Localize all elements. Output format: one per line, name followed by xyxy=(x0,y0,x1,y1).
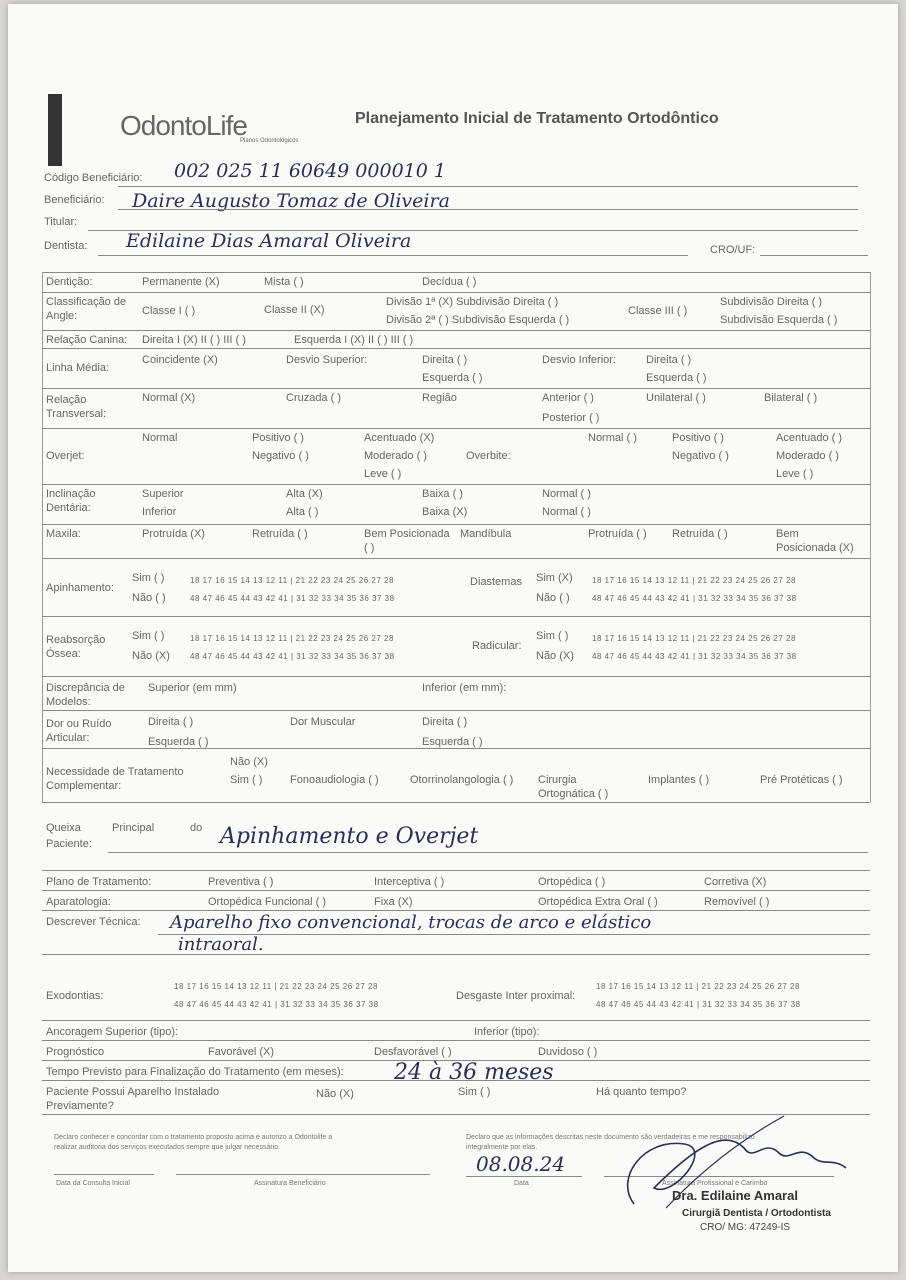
maxila-bem-2[interactable]: ( ) xyxy=(364,542,375,554)
declaro-profissional-1: Declaro que as informações descritas neste documento são verdadeiras e me responsabilizo xyxy=(466,1134,755,1141)
mandibula-bem[interactable]: Bem xyxy=(776,528,799,540)
radicular-teeth-lower[interactable]: 48 47 46 45 44 43 42 41 | 31 32 33 34 35 36 37 38 xyxy=(592,652,797,661)
diastemas-sim[interactable]: Sim (X) xyxy=(536,572,573,584)
radicular-label: Radicular: xyxy=(472,640,522,652)
relacao-transversal-label-2: Transversal: xyxy=(46,408,107,420)
aparelho-previo-label: Paciente Possui Aparelho Instalado xyxy=(46,1086,220,1098)
logo-text: OdontoLife xyxy=(120,110,247,141)
divisao-1[interactable]: Divisão 1ª (X) Subdivisão Direita ( ) xyxy=(386,296,559,308)
overbite-label: Overbite: xyxy=(466,450,511,462)
logo-subtext: Planos Odontológicos xyxy=(240,138,299,144)
ha-quanto-tempo[interactable]: Há quanto tempo? xyxy=(596,1086,687,1098)
necessidade-label: Necessidade de Tratamento xyxy=(46,766,184,778)
classificacao-label: Classificação de xyxy=(46,296,127,308)
cirurgia-2[interactable]: Ortognática ( ) xyxy=(538,788,609,800)
codigo-value: 002 025 11 60649 000010 1 xyxy=(174,160,446,182)
desgaste-teeth-lower[interactable]: 48 47 46 45 44 43 42 41 | 31 32 33 34 35 36 37 38 xyxy=(596,1000,801,1009)
desgaste-teeth-upper[interactable]: 18 17 16 15 14 13 12 11 | 21 22 23 24 25 26 27 28 xyxy=(596,982,800,991)
stamp-role: Cirurgiã Dentista / Ortodontista xyxy=(682,1208,831,1219)
overjet-leve[interactable]: Leve ( ) xyxy=(364,468,402,480)
mandibula-retruida[interactable]: Retruída ( ) xyxy=(672,528,728,540)
discrepancia-label: Discrepância de xyxy=(46,682,125,694)
otorrino[interactable]: Otorrinolangologia ( ) xyxy=(410,774,514,786)
exodontias-teeth-lower[interactable]: 48 47 46 45 44 43 42 41 | 31 32 33 34 35 36 37 38 xyxy=(174,1000,379,1009)
denticao-permanente[interactable]: Permanente (X) xyxy=(142,276,220,288)
inclinacao-superior: Superior xyxy=(142,488,184,500)
radicular-nao[interactable]: Não (X) xyxy=(536,650,574,662)
transversal-regiao: Região xyxy=(422,392,457,404)
radicular-teeth-upper[interactable]: 18 17 16 15 14 13 12 11 | 21 22 23 24 25 26 27 28 xyxy=(592,634,796,643)
muscular-esquerda[interactable]: Esquerda ( ) xyxy=(422,736,483,748)
inclinacao-alta-sup[interactable]: Alta (X) xyxy=(286,488,323,500)
overjet-acentuado[interactable]: Acentuado (X) xyxy=(364,432,435,444)
transversal-normal[interactable]: Normal (X) xyxy=(142,392,196,404)
inclinacao-label: Inclinação xyxy=(46,488,96,500)
desvio-sup-direita[interactable]: Direita ( ) xyxy=(422,354,468,366)
reabsorcao-teeth-lower[interactable]: 48 47 46 45 44 43 42 41 | 31 32 33 34 35 36 37 38 xyxy=(190,652,395,661)
classificacao-label-2: Angle: xyxy=(46,310,78,322)
plano-corretiva[interactable]: Corretiva (X) xyxy=(704,876,767,888)
maxila-label: Maxila: xyxy=(46,528,81,540)
mandibula-protruida[interactable]: Protruída ( ) xyxy=(588,528,647,540)
aparatologia-removivel[interactable]: Removível ( ) xyxy=(704,896,770,908)
plano-interceptiva[interactable]: Interceptiva ( ) xyxy=(374,876,445,888)
tecnica-line-1[interactable]: Aparelho fixo convencional, trocas de arco e elástico xyxy=(170,912,652,933)
form-page xyxy=(8,4,898,1272)
dor-muscular: Dor Muscular xyxy=(290,716,356,728)
diastemas-teeth-upper[interactable]: 18 17 16 15 14 13 12 11 | 21 22 23 24 25 26 27 28 xyxy=(592,576,796,585)
exodontias-teeth-upper[interactable]: 18 17 16 15 14 13 12 11 | 21 22 23 24 25 26 27 28 xyxy=(174,982,378,991)
overbite-moderado[interactable]: Moderado ( ) xyxy=(776,450,839,462)
tempo-value[interactable]: 24 à 36 meses xyxy=(394,1060,554,1085)
dor-label: Dor ou Ruído xyxy=(46,718,112,730)
declaro-beneficiario-1: Declaro conhecer e concordar com o tratamento proposto acima e autorizo a Odontolife a xyxy=(54,1134,333,1141)
plano-label: Plano de Tratamento: xyxy=(46,876,152,888)
inclinacao-normal-sup[interactable]: Normal ( ) xyxy=(542,488,591,500)
overjet-positivo[interactable]: Positivo ( ) xyxy=(252,432,304,444)
dentista-label: Dentista: xyxy=(44,240,88,252)
aparatologia-extra[interactable]: Ortopédica Extra Oral ( ) xyxy=(538,896,658,908)
assinatura-profissional-label: Assinatura Profissional e Carimbo xyxy=(662,1180,768,1187)
dor-label-2: Articular: xyxy=(46,732,90,744)
apinhamento-teeth-upper[interactable]: 18 17 16 15 14 13 12 11 | 21 22 23 24 25 26 27 28 xyxy=(190,576,394,585)
tempo-label: Tempo Previsto para Finalização do Tratamento (em meses): xyxy=(46,1066,344,1078)
maxila-bem[interactable]: Bem Posicionada xyxy=(364,528,450,540)
desvio-inferior: Desvio Inferior: xyxy=(542,354,616,366)
dor-direita[interactable]: Direita ( ) xyxy=(148,716,194,728)
ancoragem-label: Ancoragem Superior (tipo): xyxy=(46,1026,179,1038)
denticao-mista[interactable]: Mista ( ) xyxy=(264,276,304,288)
cirurgia[interactable]: Cirurgia xyxy=(538,774,577,786)
implantes[interactable]: Implantes ( ) xyxy=(648,774,710,786)
aparelho-sim[interactable]: Sim ( ) xyxy=(458,1086,491,1098)
queixa-label-4: Paciente: xyxy=(46,838,92,850)
ancoragem-inferior[interactable]: Inferior (tipo): xyxy=(474,1026,540,1038)
denticao-decidua[interactable]: Decídua ( ) xyxy=(422,276,477,288)
form-title: Planejamento Inicial de Tratamento Ortodôntico xyxy=(355,110,719,127)
overbite-leve[interactable]: Leve ( ) xyxy=(776,468,814,480)
inclinacao-inferior: Inferior xyxy=(142,506,177,518)
overjet-label: Overjet: xyxy=(46,450,85,462)
aparelho-previo-label-2: Previamente? xyxy=(46,1100,114,1112)
prognostico-label: Prognóstico xyxy=(46,1046,105,1058)
relacao-transversal-label: Relação xyxy=(46,394,87,406)
diastemas-label: Diastemas xyxy=(470,576,522,588)
necessidade-label-2: Complementar: xyxy=(46,780,122,792)
prognostico-duvidoso[interactable]: Duvidoso ( ) xyxy=(538,1046,598,1058)
transversal-posterior[interactable]: Posterior ( ) xyxy=(542,412,600,424)
maxila-protruida[interactable]: Protruída (X) xyxy=(142,528,205,540)
dentista-value: Edilaine Dias Amaral Oliveira xyxy=(126,230,412,252)
prognostico-favoravel[interactable]: Favorável (X) xyxy=(208,1046,275,1058)
overjet-moderado[interactable]: Moderado ( ) xyxy=(364,450,427,462)
reabsorcao-nao[interactable]: Não (X) xyxy=(132,650,170,662)
discrepancia-label-2: Modelos: xyxy=(46,696,91,708)
transversal-cruzada[interactable]: Cruzada ( ) xyxy=(286,392,342,404)
reabsorcao-label-2: Óssea: xyxy=(46,648,81,660)
dor-esquerda[interactable]: Esquerda ( ) xyxy=(148,736,209,748)
mandibula-label: Mandíbula xyxy=(460,528,512,540)
canina-direita[interactable]: Direita I (X) II ( ) III ( ) xyxy=(142,334,246,346)
fonoaudiologia[interactable]: Fonoaudiologia ( ) xyxy=(290,774,379,786)
canina-esquerda[interactable]: Esquerda I (X) II ( ) III ( ) xyxy=(294,334,414,346)
tecnica-label: Descrever Técnica: xyxy=(46,916,141,928)
aparatologia-label: Aparatologia: xyxy=(46,896,111,908)
queixa-label-3: do xyxy=(190,822,203,834)
queixa-label-2: Principal xyxy=(112,822,155,834)
inclinacao-alta-inf[interactable]: Alta ( ) xyxy=(286,506,319,518)
divisao-2[interactable]: Divisão 2ª ( ) Subdivisão Esquerda ( ) xyxy=(386,314,570,326)
data-consulta-label: Data da Consulta Inicial xyxy=(56,1180,130,1187)
aparelho-nao[interactable]: Não (X) xyxy=(316,1088,354,1100)
plano-ortopedica[interactable]: Ortopédica ( ) xyxy=(538,876,606,888)
reabsorcao-label: Reabsorção xyxy=(46,634,106,646)
declaro-beneficiario-2: realizar auditoria dos serviços executados sempre que julgar necessário. xyxy=(54,1144,281,1151)
classe-i[interactable]: Classe I ( ) xyxy=(142,305,196,317)
aparatologia-funcional[interactable]: Ortopédica Funcional ( ) xyxy=(208,896,326,908)
cro-label: CRO/UF: xyxy=(710,244,756,256)
apinhamento-teeth-lower[interactable]: 48 47 46 45 44 43 42 41 | 31 32 33 34 35 36 37 38 xyxy=(190,594,395,603)
muscular-direita[interactable]: Direita ( ) xyxy=(422,716,468,728)
beneficiario-label: Beneficiário: xyxy=(44,194,105,206)
queixa-value[interactable]: Apinhamento e Overjet xyxy=(220,824,479,849)
overjet-negativo[interactable]: Negativo ( ) xyxy=(252,450,309,462)
reabsorcao-teeth-upper[interactable]: 18 17 16 15 14 13 12 11 | 21 22 23 24 25 26 27 28 xyxy=(190,634,394,643)
titular-label: Titular: xyxy=(44,216,78,228)
apinhamento-label: Apinhamento: xyxy=(46,582,114,594)
mandibula-bem-2[interactable]: Posicionada (X) xyxy=(776,542,854,554)
transversal-anterior[interactable]: Anterior ( ) xyxy=(542,392,594,404)
necessidade-sim[interactable]: Sim ( ) xyxy=(230,774,263,786)
data-profissional-value[interactable]: 08.08.24 xyxy=(476,1152,566,1176)
necessidade-nao[interactable]: Não (X) xyxy=(230,756,268,768)
diastemas-teeth-lower[interactable]: 48 47 46 45 44 43 42 41 | 31 32 33 34 35 36 37 38 xyxy=(592,594,797,603)
subdivisao-direita[interactable]: Subdivisão Direita ( ) xyxy=(720,296,823,308)
discrepancia-superior[interactable]: Superior (em mm) xyxy=(148,682,237,694)
exodontias-label: Exodontias: xyxy=(46,990,104,1002)
subdivisao-esquerda[interactable]: Subdivisão Esquerda ( ) xyxy=(720,314,838,326)
overbite-acentuado[interactable]: Acentuado ( ) xyxy=(776,432,843,444)
plano-preventiva[interactable]: Preventiva ( ) xyxy=(208,876,274,888)
reabsorcao-sim[interactable]: Sim ( ) xyxy=(132,630,165,642)
desvio-sup-esquerda[interactable]: Esquerda ( ) xyxy=(422,372,483,384)
desgaste-label: Desgaste Inter proximal: xyxy=(456,990,576,1002)
classe-iii[interactable]: Classe III ( ) xyxy=(628,305,688,317)
apinhamento-sim[interactable]: Sim ( ) xyxy=(132,572,165,584)
beneficiario-value: Daire Augusto Tomaz de Oliveira xyxy=(132,190,450,212)
inclinacao-normal-inf[interactable]: Normal ( ) xyxy=(542,506,591,518)
data-profissional-label: Data xyxy=(514,1180,529,1187)
coincidente[interactable]: Coincidente (X) xyxy=(142,354,218,366)
stamp-cro: CRO/ MG: 47249-IS xyxy=(700,1222,791,1233)
desvio-inf-esquerda[interactable]: Esquerda ( ) xyxy=(646,372,707,384)
side-tag xyxy=(48,94,62,166)
transversal-bilateral[interactable]: Bilateral ( ) xyxy=(764,392,818,404)
inclinacao-baixa-sup[interactable]: Baixa ( ) xyxy=(422,488,463,500)
aparatologia-fixa[interactable]: Fixa (X) xyxy=(374,896,413,908)
radicular-sim[interactable]: Sim ( ) xyxy=(536,630,569,642)
codigo-label: Código Beneficiário: xyxy=(44,172,143,184)
classe-ii[interactable]: Classe II (X) xyxy=(264,304,325,316)
apinhamento-nao[interactable]: Não ( ) xyxy=(132,592,166,604)
linha-media-label: Linha Média: xyxy=(46,362,109,374)
prognostico-desfavoravel[interactable]: Desfavorável ( ) xyxy=(374,1046,452,1058)
inclinacao-baixa-inf[interactable]: Baixa (X) xyxy=(422,506,468,518)
overbite-positivo[interactable]: Positivo ( ) xyxy=(672,432,724,444)
odontolife-logo xyxy=(120,110,298,144)
overbite-normal[interactable]: Normal ( ) xyxy=(588,432,637,444)
transversal-unilateral[interactable]: Unilateral ( ) xyxy=(646,392,706,404)
discrepancia-inferior[interactable]: Inferior (em mm): xyxy=(422,682,507,694)
denticao-label: Dentição: xyxy=(46,276,93,288)
relacao-canina-label: Relação Canina: xyxy=(46,334,128,346)
maxila-retruida[interactable]: Retruída ( ) xyxy=(252,528,308,540)
overjet-normal[interactable]: Normal xyxy=(142,432,178,444)
pre-proteticas[interactable]: Pré Protéticas ( ) xyxy=(760,774,843,786)
desvio-inf-direita[interactable]: Direita ( ) xyxy=(646,354,692,366)
declaro-profissional-2: integralmente por elas. xyxy=(466,1144,538,1151)
diastemas-nao[interactable]: Não ( ) xyxy=(536,592,570,604)
assinatura-beneficiario-label: Assinatura Beneficiário xyxy=(254,1180,326,1187)
inclinacao-label-2: Dentária: xyxy=(46,502,91,514)
stamp-name: Dra. Edilaine Amaral xyxy=(672,1188,798,1203)
queixa-label: Queixa xyxy=(46,822,81,834)
tecnica-line-2[interactable]: intraoral. xyxy=(178,934,264,955)
overbite-negativo[interactable]: Negativo ( ) xyxy=(672,450,729,462)
desvio-superior: Desvio Superior: xyxy=(286,354,368,366)
